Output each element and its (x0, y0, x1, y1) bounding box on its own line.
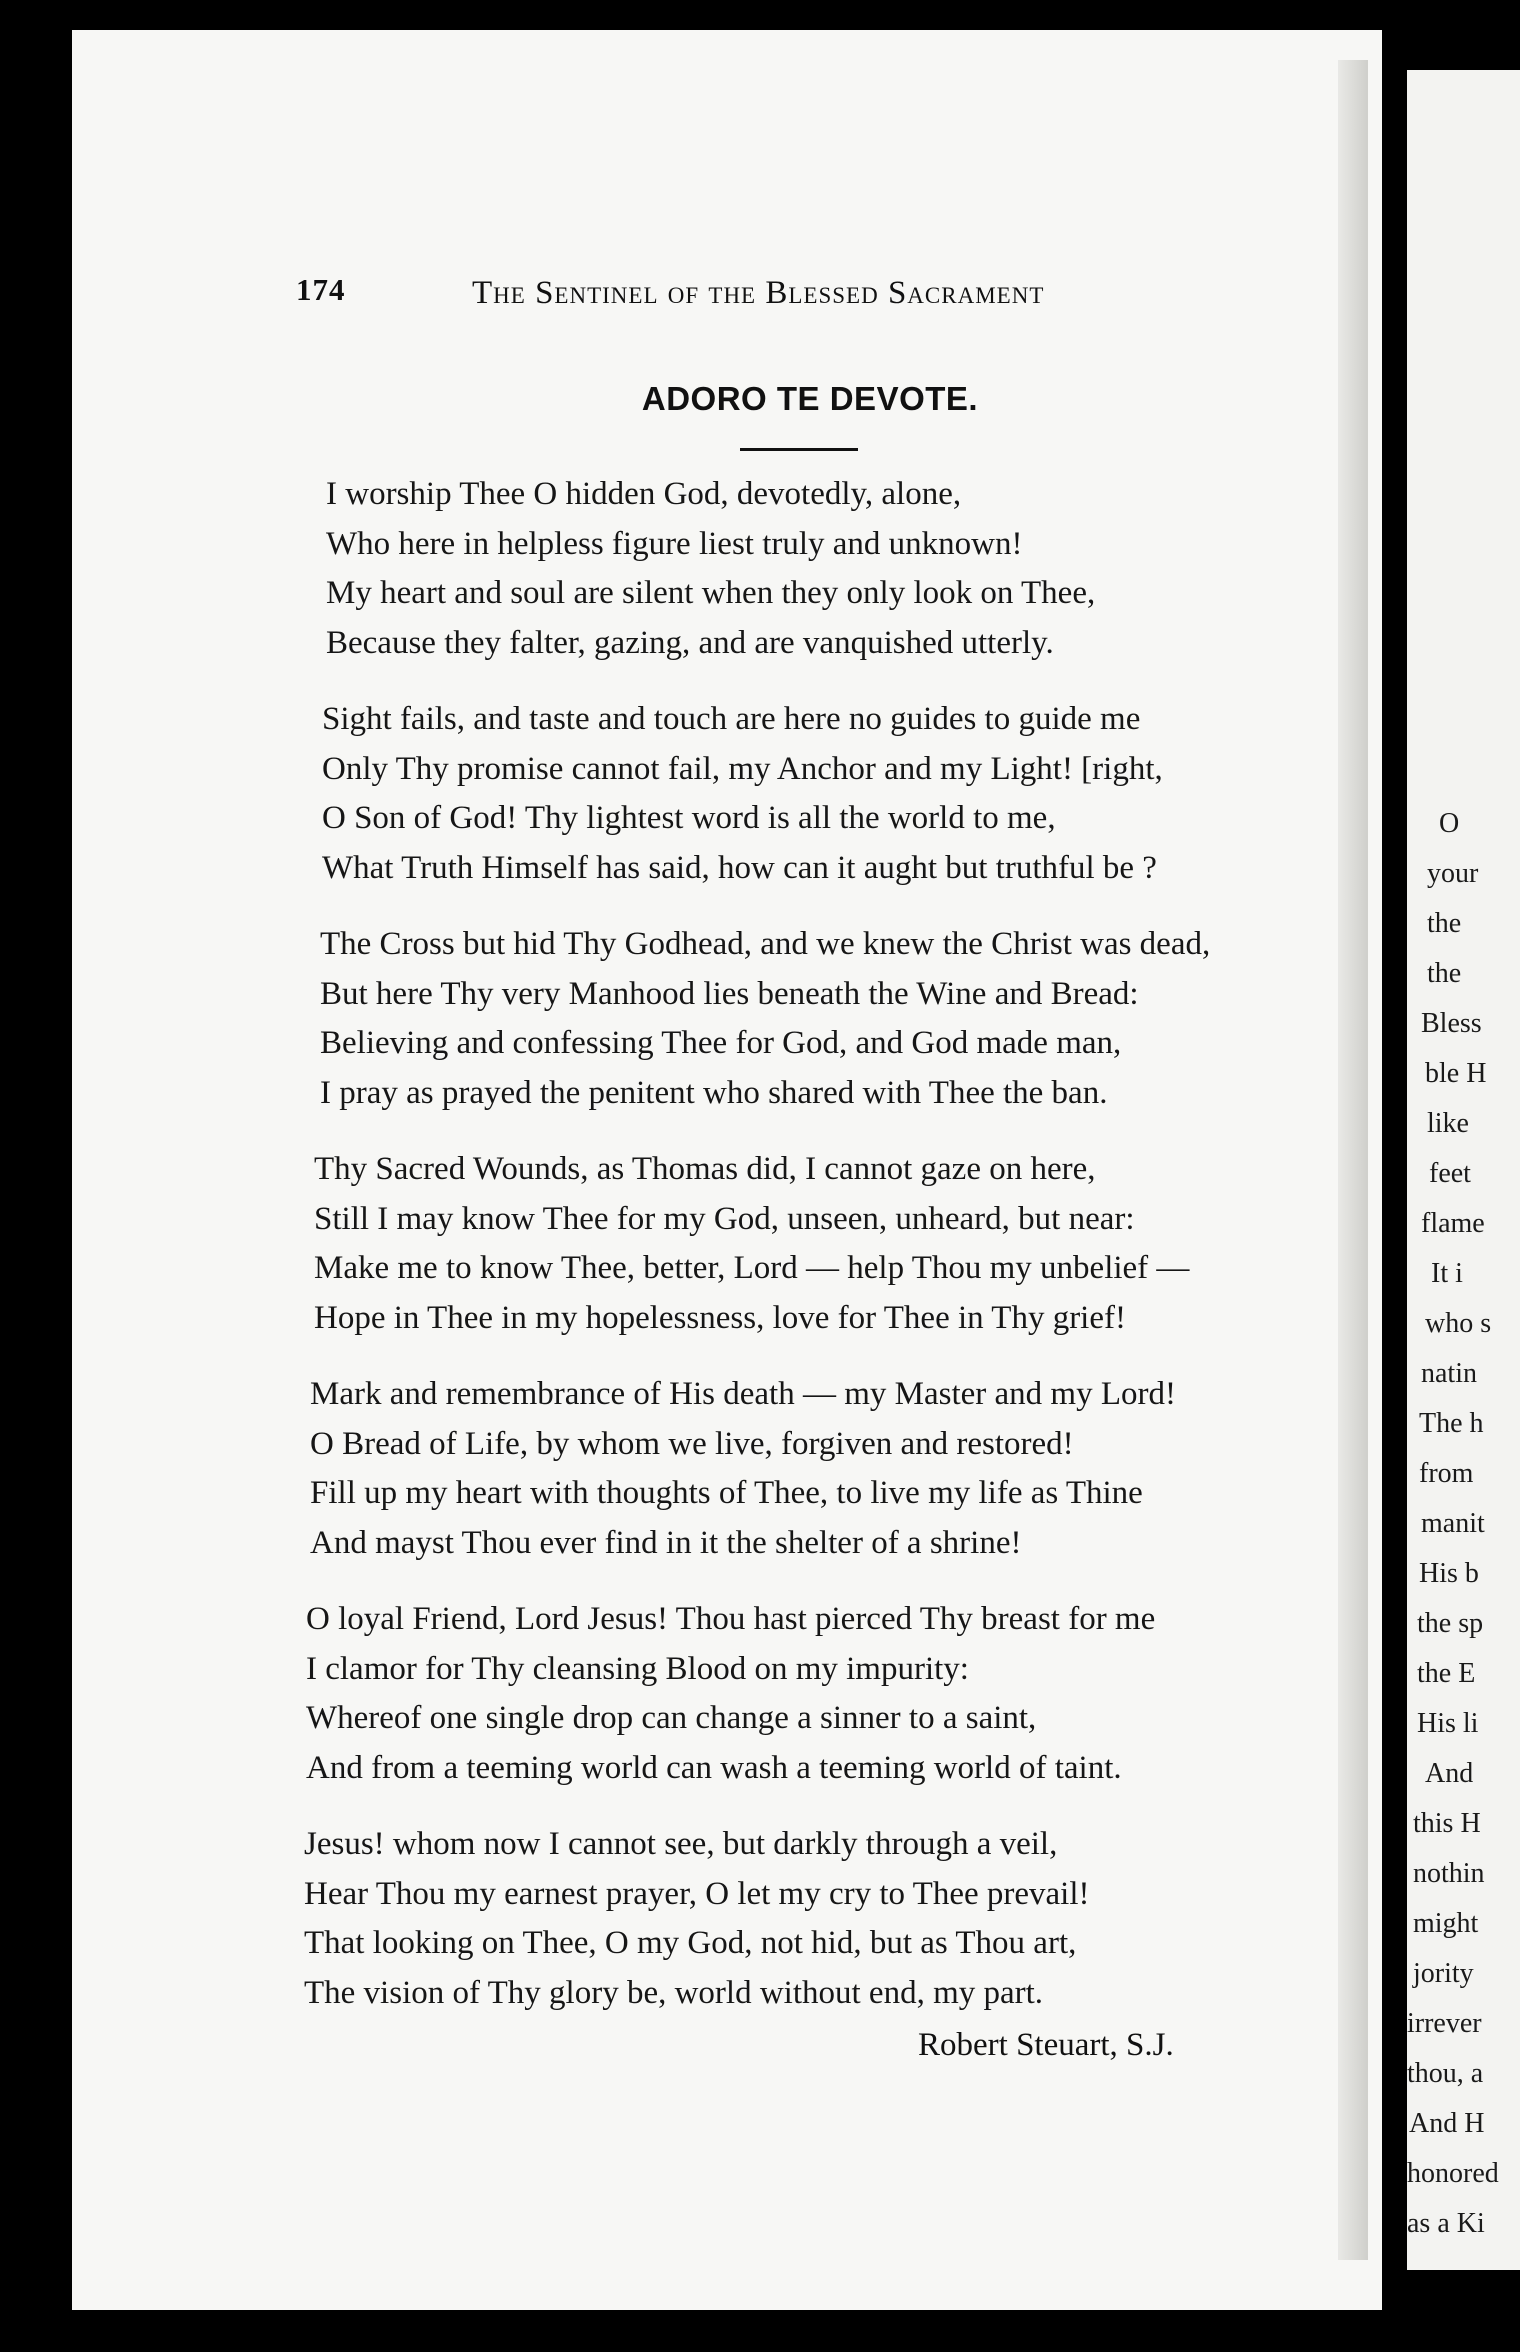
poem-line: I pray as prayed the penitent who shared with Thee the ban. (320, 1074, 1108, 1111)
poem-line: Hear Thou my earnest prayer, O let my cry to Thee prevail! (304, 1875, 1090, 1912)
facing-page-line: His li (1417, 1708, 1479, 1739)
poem-line: Make me to know Thee, better, Lord — help Thou my unbelief — (314, 1250, 1190, 1286)
facing-page-line: irrever (1407, 2008, 1482, 2039)
facing-page-line: like (1427, 1108, 1469, 1139)
facing-page-line: from (1419, 1458, 1474, 1489)
facing-page-line: the E (1417, 1658, 1476, 1689)
facing-page-line: manit (1421, 1508, 1485, 1539)
page-header (296, 272, 1196, 316)
poem-body (300, 470, 1350, 2045)
facing-page-line: this H (1413, 1808, 1481, 1839)
poem-line: My heart and soul are silent when they only look on Thee, (326, 575, 1096, 611)
poem-line: The vision of Thy glory be, world without end, my part. (304, 1974, 1044, 2011)
page-number: 174 (296, 272, 346, 307)
poem-line: Thy Sacred Wounds, as Thomas did, I cannot gaze on here, (314, 1151, 1096, 1187)
poem-line: And mayst Thou ever find in it the shelter of a shrine! (310, 1524, 1022, 1561)
stanza-5 (310, 1370, 1350, 1568)
facing-page-line: feet (1429, 1158, 1471, 1189)
title-rule (740, 448, 858, 451)
poem-line: Believing and confessing Thee for God, and God made man, (320, 1025, 1122, 1061)
poem-line: Still I may know Thee for my God, unseen, unheard, but near: (314, 1200, 1135, 1237)
facing-page-line: thou, a (1407, 2058, 1484, 2089)
poem-line: Fill up my heart with thoughts of Thee, to live my life as Thine (310, 1475, 1143, 1511)
poem-line: Who here in helpless figure liest truly and unknown! (326, 525, 1023, 562)
running-head: The Sentinel of the Blessed Sacrament (472, 275, 1045, 311)
poem-line: I clamor for Thy cleansing Blood on my impurity: (306, 1650, 969, 1687)
poem-line: Hope in Thee in my hopelessness, love for Thee in Thy grief! (314, 1299, 1126, 1336)
facing-page-line: the (1427, 908, 1462, 939)
facing-page-line: ble H (1425, 1058, 1487, 1089)
poem-line: I worship Thee O hidden God, devotedly, alone, (326, 476, 962, 512)
facing-page-line: And H (1409, 2108, 1485, 2139)
poem-line: That looking on Thee, O my God, not hid, but as Thou art, (304, 1925, 1077, 1961)
stanza-2 (322, 695, 1350, 893)
facing-page-line: nothin (1413, 1858, 1485, 1889)
poem-line: O loyal Friend, Lord Jesus! Thou hast pierced Thy breast for me (306, 1601, 1156, 1637)
facing-page-line: Bless (1421, 1008, 1482, 1039)
facing-page-line: the sp (1417, 1608, 1484, 1639)
poem-line: Jesus! whom now I cannot see, but darkly through a veil, (304, 1826, 1058, 1862)
facing-page-line: the (1427, 958, 1462, 989)
poem-line: The Cross but hid Thy Godhead, and we knew the Christ was dead, (320, 926, 1211, 962)
stanza-7 (304, 1820, 1350, 2018)
facing-page-line: who s (1425, 1308, 1492, 1339)
stanza-4 (314, 1145, 1350, 1343)
facing-page-line: flame (1421, 1208, 1485, 1239)
poem-line: But here Thy very Manhood lies beneath the Wine and Bread: (320, 975, 1139, 1012)
facing-page-line: And (1425, 1758, 1474, 1789)
poem-line: Only Thy promise cannot fail, my Anchor and my Light! [right, (322, 750, 1163, 787)
poem-line: What Truth Himself has said, how can it aught but truthful be ? (322, 849, 1157, 886)
poem-line: Because they falter, gazing, and are vanquished utterly. (326, 624, 1054, 661)
poem-line: O Bread of Life, by whom we live, forgiven and restored! (310, 1425, 1074, 1462)
facing-page-line: The h (1419, 1408, 1484, 1439)
facing-page-line: It i (1431, 1258, 1463, 1289)
facing-page-line: honored (1407, 2158, 1499, 2189)
stanza-1 (326, 470, 1350, 668)
poem-author: Robert Steuart, S.J. (918, 2027, 1174, 2063)
facing-page-line: His b (1419, 1558, 1479, 1589)
facing-page-line: jority (1413, 1958, 1474, 1989)
facing-page-line: might (1413, 1908, 1479, 1939)
facing-page-line: O (1439, 808, 1460, 839)
poem-line: O Son of God! Thy lightest word is all the world to me, (322, 800, 1056, 836)
poem-title: ADORO TE DEVOTE. (641, 380, 979, 417)
stanza-6 (306, 1595, 1350, 1793)
facing-page-line: natin (1421, 1358, 1477, 1389)
facing-page-line: your (1427, 858, 1479, 889)
book-gutter (1385, 0, 1407, 2352)
facing-page-line: as a Ki (1407, 2208, 1485, 2239)
facing-page-fragment (1407, 70, 1520, 2270)
poem-line: And from a teeming world can wash a teeming world of taint. (306, 1749, 1122, 1786)
poem-line: Mark and remembrance of His death — my Master and my Lord! (310, 1376, 1176, 1412)
poem-line: Sight fails, and taste and touch are here no guides to guide me (322, 701, 1141, 737)
poem-line: Whereof one single drop can change a sinner to a saint, (306, 1700, 1037, 1736)
stanza-3 (320, 920, 1350, 1118)
